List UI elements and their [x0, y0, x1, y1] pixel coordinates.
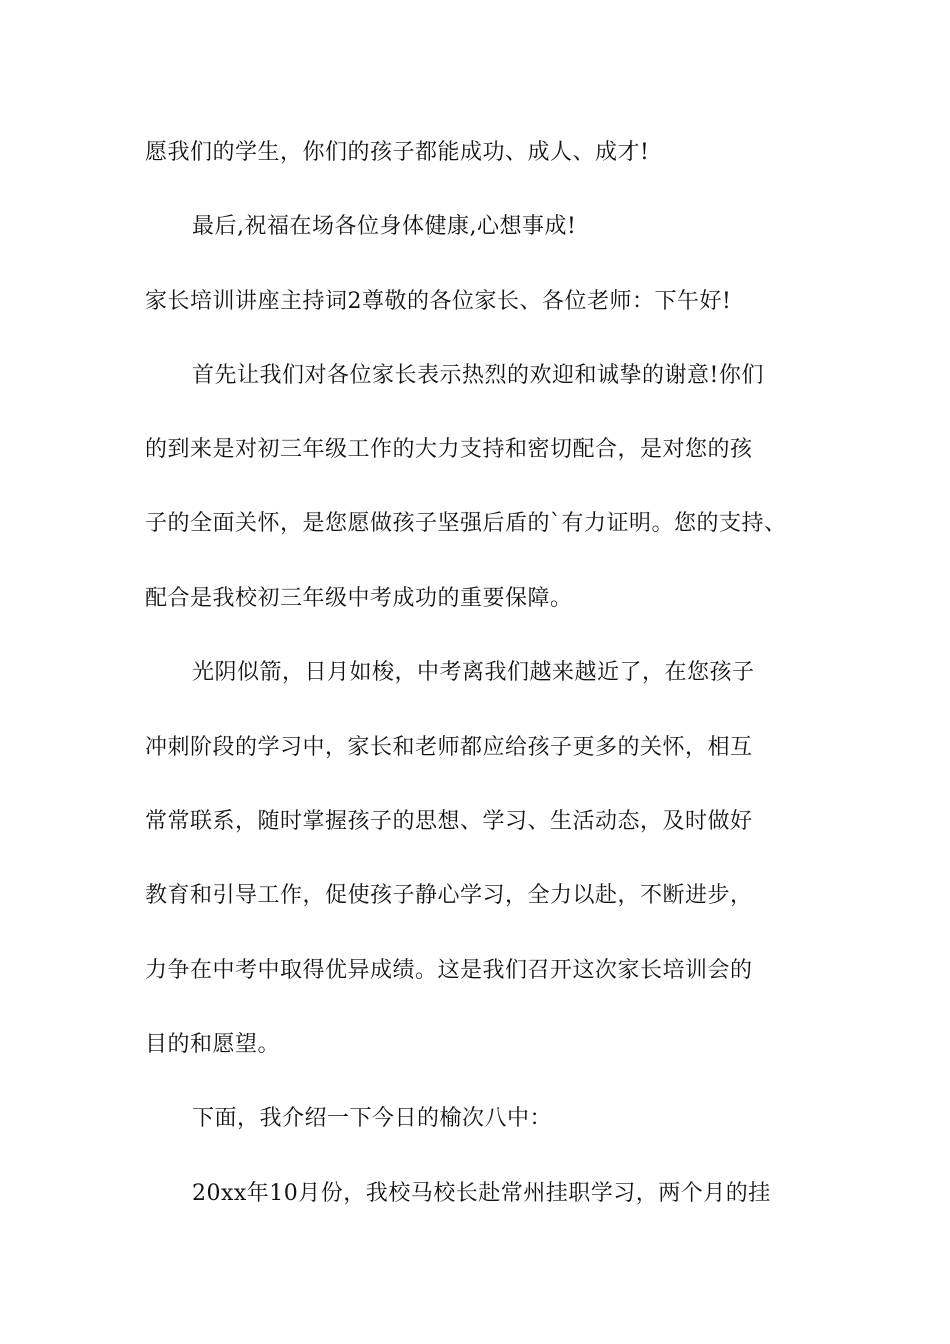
text-line: 冲刺阶段的学习中，家长和老师都应给孩子更多的关怀，相互: [145, 735, 753, 760]
text-line: 配合是我校初三年级中考成功的重要保障。: [145, 586, 573, 611]
text-line: 光阴似箭，日月如梭，中考离我们越来越近了，在您孩子: [192, 660, 755, 685]
text-line: 首先让我们对各位家长表示热烈的欢迎和诚挚的谢意!你们: [192, 363, 764, 388]
text-line: 力争在中考中取得优异成绩。这是我们召开这次家长培训会的: [145, 958, 753, 983]
text-line: 目的和愿望。: [145, 1032, 281, 1057]
text-line: 家长培训讲座主持词2尊敬的各位家长、各位老师：下午好!: [145, 289, 732, 314]
text-line: 的到来是对初三年级工作的大力支持和密切配合，是对您的孩: [145, 437, 753, 462]
text-line: 教育和引导工作，促使孩子静心学习，全力以赴，不断进步，: [145, 883, 753, 908]
text-line: 子的全面关怀，是您愿做孩子坚强后盾的`有力证明。您的支持、: [145, 511, 787, 536]
text-line: 愿我们的学生，你们的孩子都能成功、成人、成才!: [145, 140, 650, 165]
text-line: 常常联系，随时掌握孩子的思想、学习、生活动态，及时做好: [145, 809, 753, 834]
text-line: 下面，我介绍一下今日的榆次八中：: [192, 1106, 553, 1131]
text-line: 20xx年10月份，我校马校长赴常州挂职学习，两个月的挂: [192, 1181, 771, 1206]
text-line: 最后,祝福在场各位身体健康,心想事成!: [192, 214, 577, 239]
